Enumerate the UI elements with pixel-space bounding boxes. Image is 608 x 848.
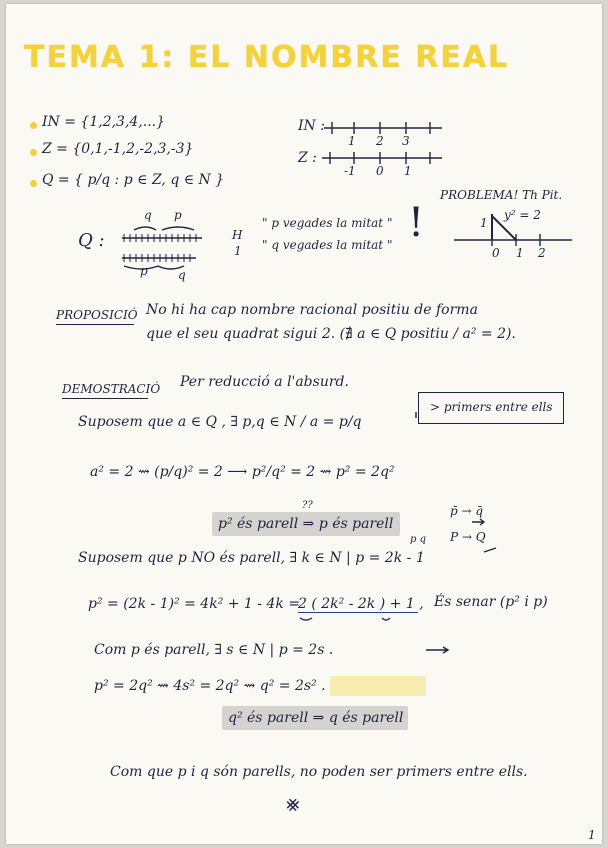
n-tick-2: 2	[376, 134, 384, 148]
axis-1: 1	[516, 246, 524, 260]
equation-2-right: 2 ( 2k² - 2k ) + 1 ,	[298, 596, 424, 612]
end-mark: ⨳	[286, 792, 300, 817]
com-p-parell: Com p és parell, ∃ s ∈ N | p = 2s .	[94, 642, 334, 658]
axis-2: 2	[538, 246, 546, 260]
z-tick-1: 1	[404, 164, 412, 178]
n-tick-3: 3	[402, 134, 410, 148]
notebook-page	[6, 4, 602, 844]
side-note-implication: P → Q	[450, 530, 486, 544]
demostracio-intro: Per reducció a l'absurd.	[180, 374, 349, 390]
suppose-not-parell: Suposem que p NO és parell, ∃ k ∈ N | p = 2k - 1	[78, 550, 425, 566]
set-q: Q = { p/q : p ∈ Z, q ∈ N }	[42, 172, 225, 188]
senar-note: És senar (p² i p)	[434, 594, 548, 610]
demostracio-heading: DEMOSTRACIÓ	[62, 382, 161, 396]
suppose-line: Suposem que a ∈ Q , ∃ p,q ∈ N / a = p/q	[78, 414, 362, 430]
boxed-note-text: > primers entre ells	[430, 400, 553, 414]
problema-equation: y² = 2	[504, 208, 541, 222]
z-tick-0: 0	[376, 164, 384, 178]
exclamation-mark: !	[408, 200, 425, 246]
q-arrow-1: 1	[234, 244, 242, 258]
n-line-label: IN :	[298, 118, 325, 134]
axis-0: 0	[492, 246, 500, 260]
question-marks: ??	[302, 500, 313, 511]
equation-3: p² = 2q² ⇝ 4s² = 2q² ⇝ q² = 2s² .	[94, 678, 326, 694]
q-bottom-letter-p: p	[140, 264, 148, 278]
page-title: TEMA 1: EL NOMBRE REAL	[24, 40, 510, 75]
n-tick-1: 1	[348, 134, 356, 148]
quote-q-vegades: " q vegades la mitat "	[262, 238, 393, 252]
side-note-pq: p q	[410, 534, 426, 545]
side-note-negation: p̄ → q̄	[450, 504, 484, 518]
proposicio-heading: PROPOSICIÓ	[56, 308, 138, 322]
q-top-letter-p: p	[174, 208, 182, 222]
z-line-label: Z :	[298, 150, 317, 166]
q-arrow-h: H	[232, 228, 243, 242]
sketches	[6, 4, 602, 844]
q-top-letter-q: q	[144, 208, 152, 222]
quote-p-vegades: " p vegades la mitat "	[262, 216, 393, 230]
proposicio-line2: que el seu quadrat sigui 2. (∄ a ∈ Q positiu / a² = 2).	[146, 326, 516, 342]
q-diagram-label: Q :	[78, 230, 105, 251]
page-number: 1	[588, 828, 596, 842]
set-n: IN = {1,2,3,4,...}	[42, 114, 166, 130]
problema-one: 1	[480, 216, 488, 230]
proposicio-line1: No hi ha cap nombre racional positiu de forma	[146, 302, 478, 318]
conclusion: Com que p i q són parells, no poden ser primers entre ells.	[110, 764, 528, 780]
set-z: Z = {0,1,-1,2,-2,3,-3}	[42, 141, 194, 157]
claim-q-parell: q² és parell ⇒ q és parell	[228, 710, 404, 726]
claim-parell: p² és parell ⇒ p és parell	[218, 516, 394, 532]
problema-label: PROBLEMA! Th Pit.	[440, 188, 563, 202]
equation-2-left: p² = (2k - 1)² = 4k² + 1 - 4k =	[88, 596, 301, 612]
equation-1: a² = 2 ⇝ (p/q)² = 2 ⟶ p²/q² = 2 ⇝ p² = 2q²	[90, 464, 395, 480]
q-bottom-letter-q: q	[178, 268, 186, 282]
z-tick-neg1: -1	[344, 164, 356, 178]
